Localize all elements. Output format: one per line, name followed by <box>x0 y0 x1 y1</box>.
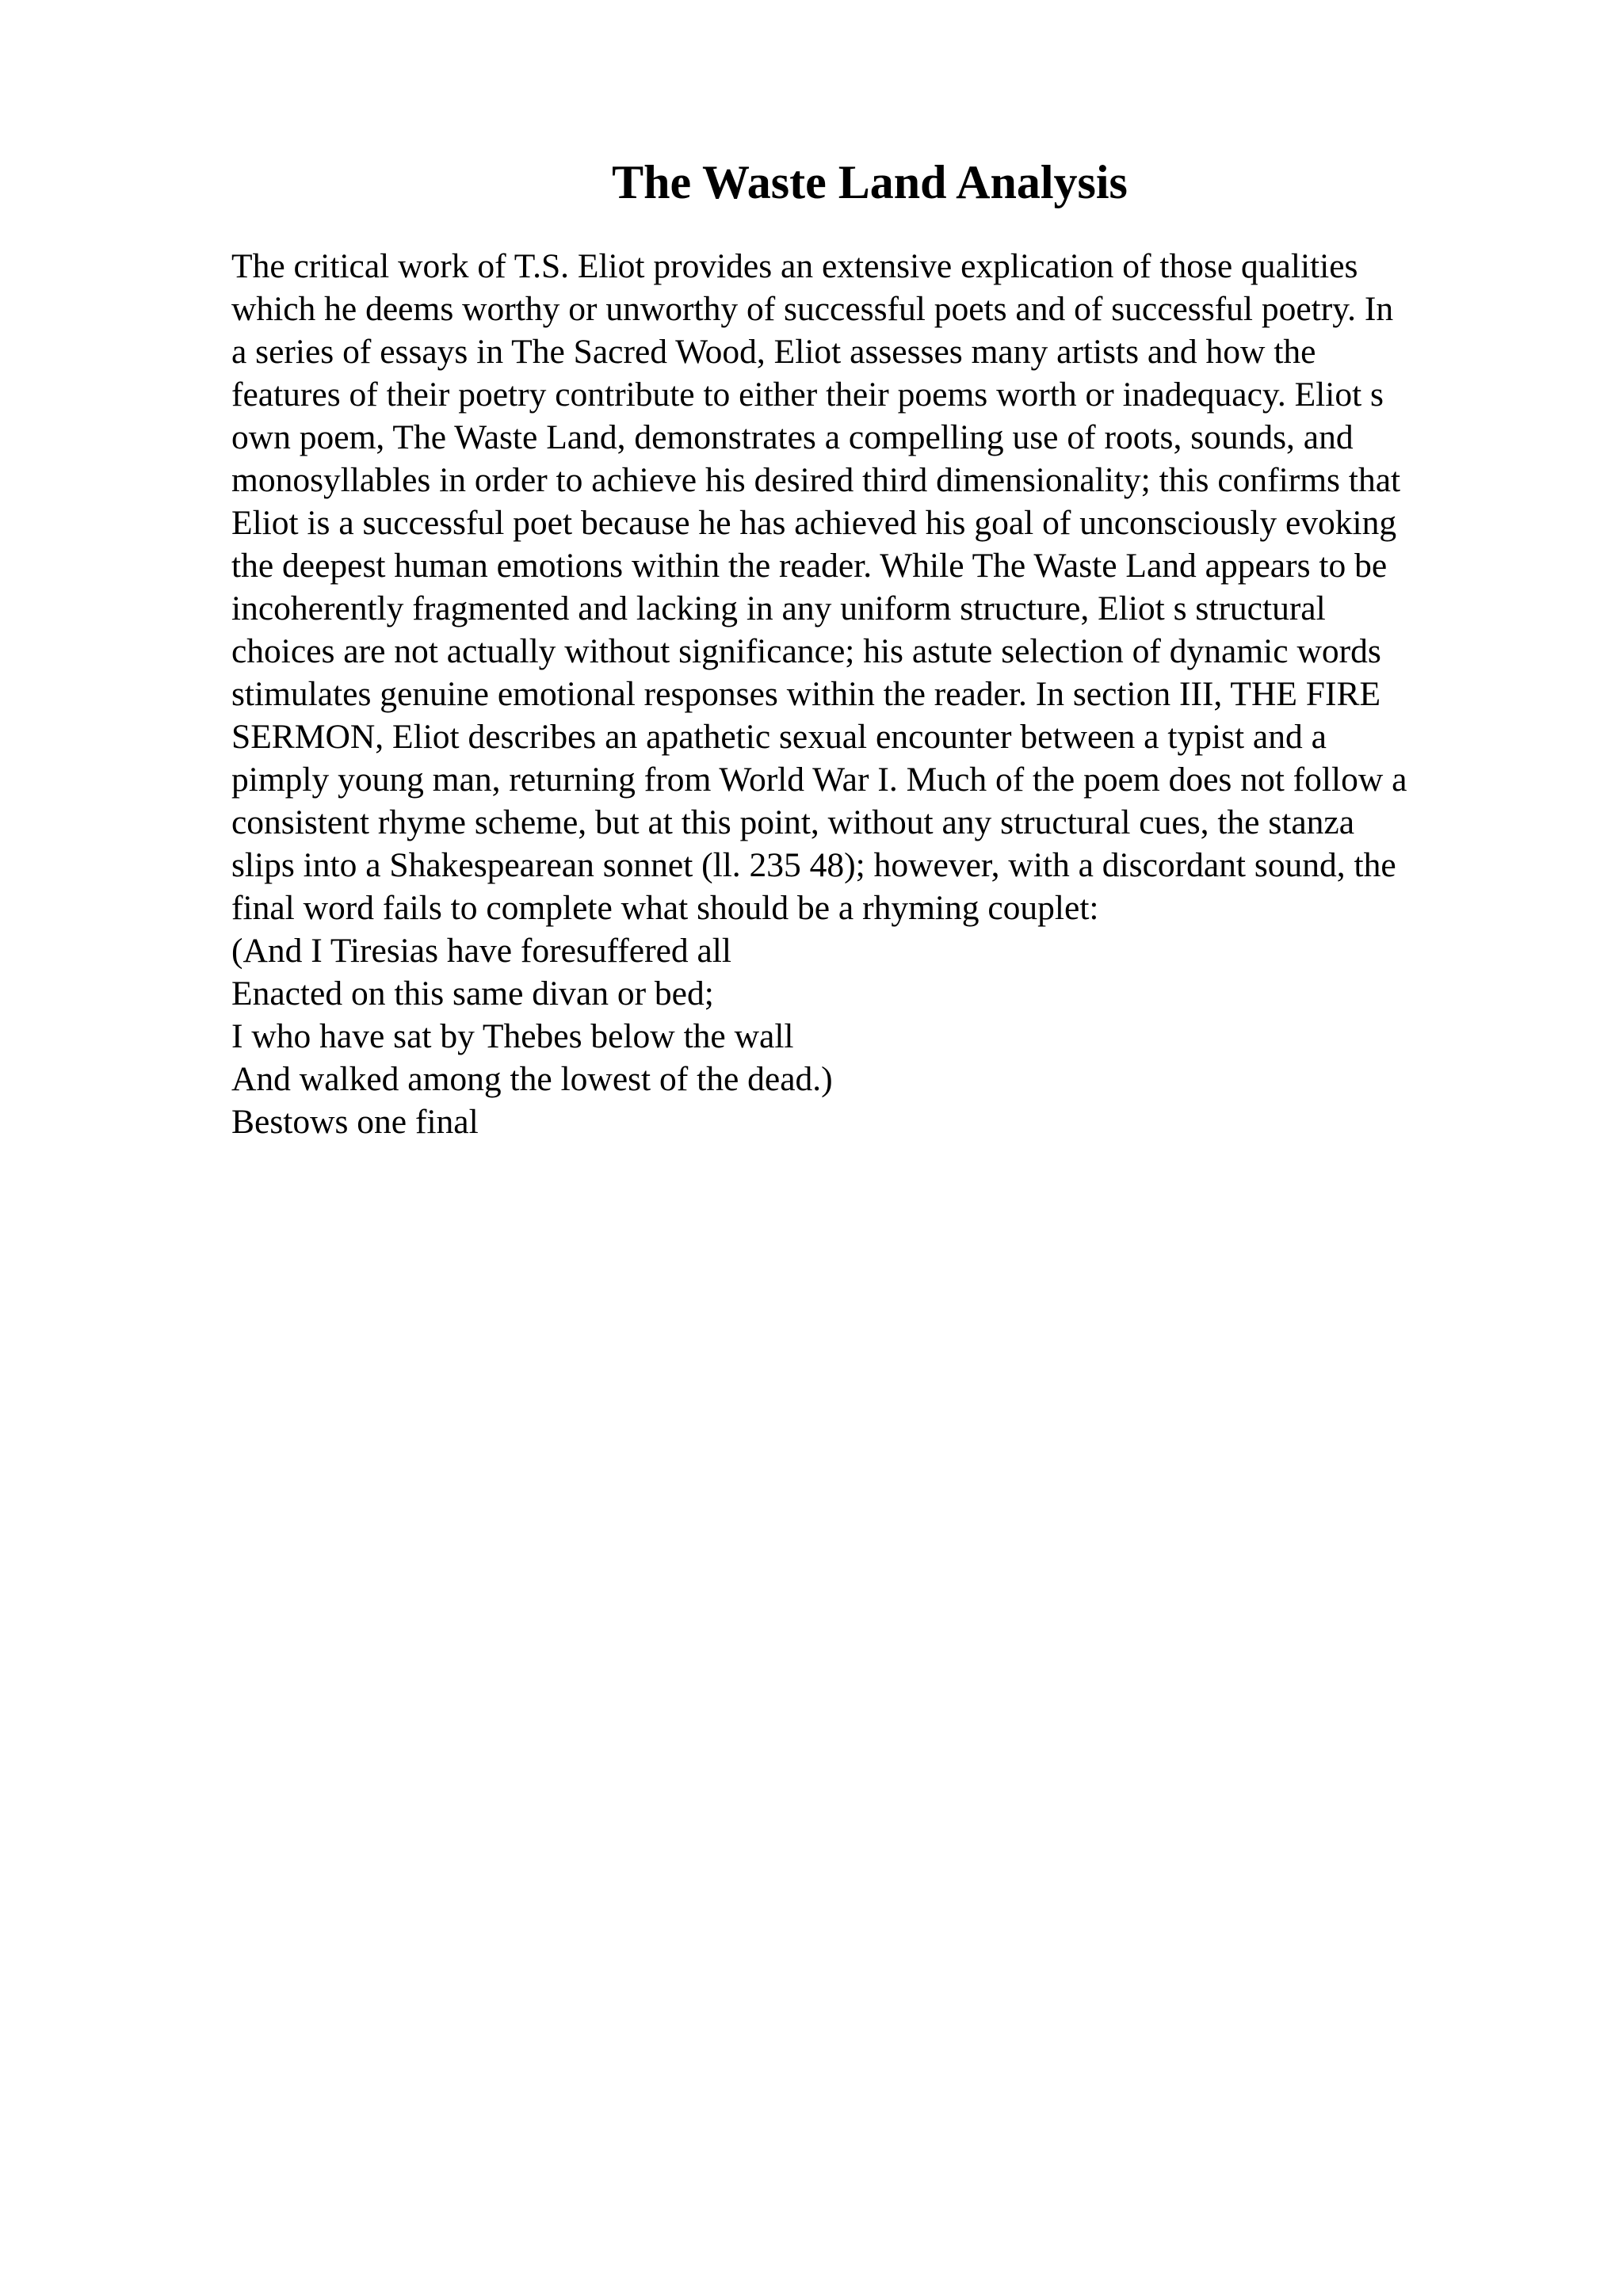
document-body <box>231 245 1610 1143</box>
body-line: Eliot is a successful poet because he has achieved his goal of unconsciously evoking <box>231 504 1397 542</box>
body-line: The critical work of T.S. Eliot provides an extensive explication of those qualities <box>231 247 1358 285</box>
body-line: pimply young man, returning from World War I. Much of the poem does not follow a <box>231 761 1407 799</box>
body-line: features of their poetry contribute to either their poems worth or inadequacy. Eliot s <box>231 376 1384 414</box>
body-line: choices are not actually without significance; his astute selection of dynamic words <box>231 632 1381 670</box>
body-line: stimulates genuine emotional responses within the reader. In section III, THE FIRE <box>231 675 1381 713</box>
poem-line: I who have sat by Thebes below the wall <box>231 1017 794 1055</box>
body-line: which he deems worthy or unworthy of successful poets and of successful poetry. In <box>231 290 1394 328</box>
body-line: a series of essays in The Sacred Wood, Eliot assesses many artists and how the <box>231 333 1316 371</box>
body-line: monosyllables in order to achieve his desired third dimensionality; this confirms that <box>231 461 1401 499</box>
body-line: SERMON, Eliot describes an apathetic sexual encounter between a typist and a <box>231 718 1327 756</box>
document-title: The Waste Land Analysis <box>612 156 1128 208</box>
body-line: consistent rhyme scheme, but at this point, without any structural cues, the stanza <box>231 803 1355 841</box>
poem-line: And walked among the lowest of the dead.) <box>231 1060 833 1098</box>
body-line: incoherently fragmented and lacking in any uniform structure, Eliot s structural <box>231 589 1326 627</box>
body-line: final word fails to complete what should be a rhyming couplet: <box>231 889 1099 927</box>
poem-line: Enacted on this same divan or bed; <box>231 974 714 1013</box>
poem-line: (And I Tiresias have foresuffered all <box>231 932 731 970</box>
body-line: the deepest human emotions within the reader. While The Waste Land appears to be <box>231 547 1388 585</box>
body-line: own poem, The Waste Land, demonstrates a compelling use of roots, sounds, and <box>231 418 1354 456</box>
body-line: slips into a Shakespearean sonnet (ll. 235 48); however, with a discordant sound, the <box>231 846 1396 884</box>
body-line: Bestows one final <box>231 1103 479 1141</box>
